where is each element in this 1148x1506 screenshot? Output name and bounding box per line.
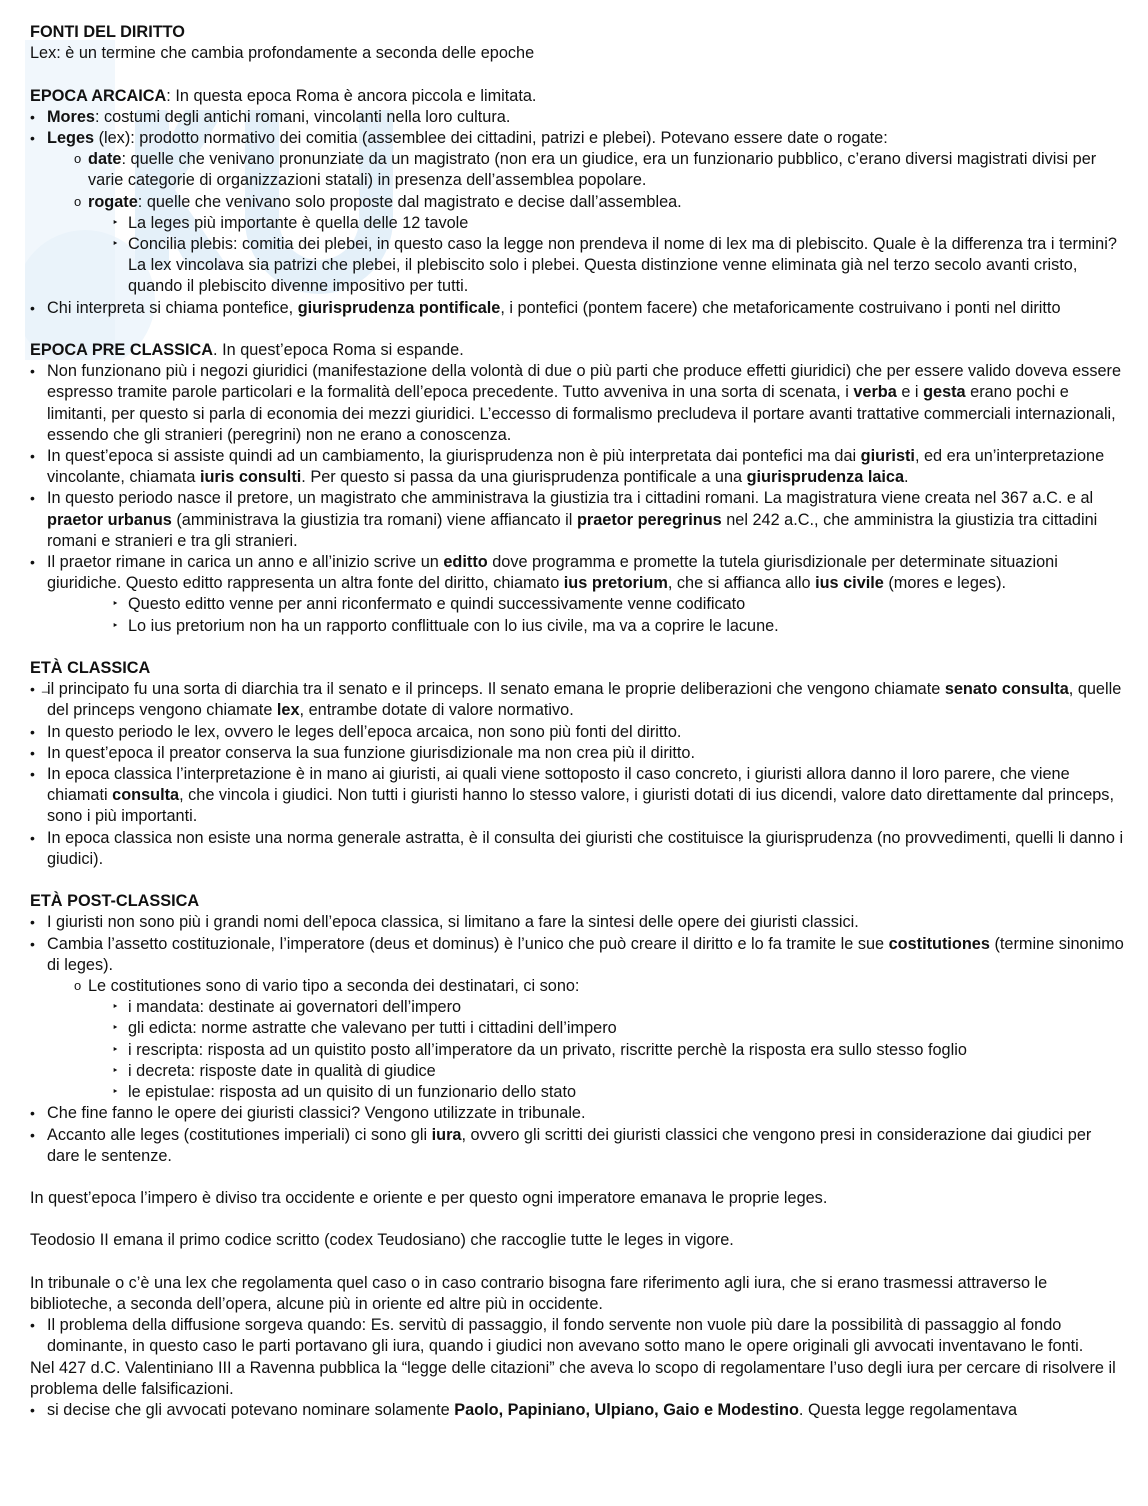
- list-item: o rogate: quelle che venivano solo proposte dal magistrato e decise dall’assemblea.: [30, 192, 1125, 213]
- paragraph: In tribunale o c’è una lex che regolamenta quel caso o in caso contrario bisogna fare riferimento agli iura, che si erano trasmessi attraverso le biblioteche, a seconda dell’opera, alcune più in oriente ed altre più in occidente.: [30, 1273, 1048, 1314]
- list-item: ‣ le epistulae: risposta ad un quisito di un funzionario dello stato: [30, 1082, 1125, 1103]
- document: [30, 22, 1125, 1421]
- preclassica-intro: EPOCA PRE CLASSICA. In quest’epoca Roma si espande.: [30, 341, 464, 360]
- postclassica-title: ETÀ POST-CLASSICA: [30, 892, 200, 911]
- postclassica-list: [30, 912, 1125, 976]
- classica-list: [30, 679, 1125, 870]
- list-item: ‣ gli edicta: norme astratte che valevano per tutti i cittadini dell’impero: [30, 1018, 1125, 1039]
- paragraph: In quest’epoca l’impero è diviso tra occidente e oriente e per questo ogni imperatore emanava le proprie leges.: [30, 1189, 828, 1208]
- list-item: o Le costitutiones sono di vario tipo a seconda dei destinatari, ci sono:: [30, 976, 1125, 997]
- doc-subtitle: Lex: è un termine che cambia profondamente a seconda delle epoche: [30, 44, 535, 63]
- list-item: • In epoca classica l’interpretazione è in mano ai giuristi, ai quali viene sottoposto il caso concreto, i giuristi allora danno il loro parere, che viene chiamati consulta, che vincola i giudici. Non tutti i giuristi hanno lo stesso valore, i giuristi dotati di ius dicendi, valore dato direttamente dal princeps, sono i più importanti.: [30, 764, 1125, 828]
- list-item: ‣ Questo editto venne per anni riconfermato e quindi successivamente venne codificato: [30, 594, 1125, 615]
- paragraph: Teodosio II emana il primo codice scritto (codex Teudosiano) che raccoglie tutte le leges in vigore.: [30, 1231, 734, 1250]
- doc-title: FONTI DEL DIRITTO: [30, 23, 185, 41]
- arcaica-title: EPOCA ARCAICA: [30, 86, 167, 105]
- classica-title: ETÀ CLASSICA: [30, 659, 151, 678]
- list-item: ‣ i decreta: risposte date in qualità di giudice: [30, 1061, 1125, 1082]
- list-item: • si decise che gli avvocati potevano nominare solamente Paolo, Papiniano, Ulpiano, Gaio e Modestino. Questa legge regolamentava: [30, 1400, 1125, 1421]
- list-item: • In quest’epoca il preator conserva la sua funzione giurisdizionale ma non crea più il diritto.: [30, 743, 1125, 764]
- preclassica-list: [30, 361, 1125, 594]
- list-item: o date: quelle che venivano pronunziate da un magistrato (non era un giudice, era un funzionario pubblico, c’erano diversi magistrati divisi per varie categorie di organizzazioni statali) in presenza dell’assemblea popolare.: [30, 149, 1125, 191]
- stray-dash: _: [42, 679, 49, 693]
- list-item: • I giuristi non sono più i grandi nomi dell’epoca classica, si limitano a fare la sintesi delle opere dei giuristi classici.: [30, 912, 1125, 933]
- list-item: • Mores: costumi degli antichi romani, vincolanti nella loro cultura.: [30, 107, 1125, 128]
- preclassica-title: EPOCA PRE CLASSICA: [30, 341, 214, 360]
- list-item: ‣ i mandata: destinate ai governatori dell’impero: [30, 997, 1125, 1018]
- list-item: ‣ Concilia plebis: comitia dei plebei, in questo caso la legge non prendeva il nome di lex ma di plebiscito. Quale è la differenza tra i termini? La lex vincolava sia patrizi che plebei, il plebiscito solo i plebei. Questa distinzione venne eliminata già nel terzo secolo avanti cristo, quando il plebiscito divenne impositivo per tutti.: [30, 234, 1125, 298]
- arcaica-subsublist: [30, 213, 1125, 298]
- list-item: • Che fine fanno le opere dei giuristi classici? Vengono utilizzate in tribunale.: [30, 1103, 1125, 1124]
- list-item: • Il problema della diffusione sorgeva quando: Es. servitù di passaggio, il fondo servente non vuole più dare la possibilità di passaggio al fondo dominante, in questo caso le parti portavano gli iura, quando i giudici non avevano sotto mano le opere originali gli avvocati inventavano le fonti.: [30, 1315, 1125, 1357]
- list-item: • In quest’epoca si assiste quindi ad un cambiamento, la giurisprudenza non è più interpretata dai pontefici ma dai giuristi, ed era un’interpretazione vincolante, chiamata iuris consulti. Per questo si passa da una giurisprudenza pontificale a una giurisprudenza laica.: [30, 446, 1125, 488]
- list-item: ‣ La leges più importante è quella delle 12 tavole: [30, 213, 1125, 234]
- list-item: • Cambia l’assetto costituzionale, l’imperatore (deus et dominus) è l’unico che può creare il diritto e lo fa tramite le sue costitutiones (termine sinonimo di leges).: [30, 934, 1125, 976]
- list-item: • In epoca classica non esiste una norma generale astratta, è il consulta dei giuristi che costituisce la giurisprudenza (no provvedimenti, quelli li danno i giudici).: [30, 828, 1125, 870]
- list-item: • Chi interpreta si chiama pontefice, giurisprudenza pontificale, i pontefici (pontem facere) che metaforicamente costruivano i ponti nel diritto: [30, 298, 1125, 319]
- list-item: • In questo periodo le lex, ovvero le leges dell’epoca arcaica, non sono più fonti del diritto.: [30, 722, 1125, 743]
- arcaica-list: [30, 107, 1125, 149]
- preclassica-sublist: [30, 594, 1125, 636]
- arcaica-sublist: [30, 149, 1125, 213]
- list-item: • Accanto alle leges (costitutiones imperiali) ci sono gli iura, ovvero gli scritti dei giuristi classici che vengono presi in considerazione dai giudici per dare le sentenze.: [30, 1125, 1125, 1167]
- costitutiones-types: [30, 997, 1125, 1103]
- list-item: • In questo periodo nasce il pretore, un magistrato che amministrava la giustizia tra i cittadini romani. La magistratura viene creata nel 367 a.C. e al praetor urbanus (amministrava la giustizia tra romani) viene affiancato il praetor peregrinus nel 242 a.C., che amministra la giustizia tra cittadini romani e stranieri e tra gli stranieri.: [30, 488, 1125, 552]
- list-item: • il principato fu una sorta di diarchia tra il senato e il princeps. Il senato emana le proprie deliberazioni che vengono chiamate senato consulta, quelle del princeps vengono chiamate lex, entrambe dotate di valore normativo.: [30, 679, 1125, 721]
- list-item: • Leges (lex): prodotto normativo dei comitia (assemblee dei cittadini, patrizi e plebei). Potevano essere date o rogate:: [30, 128, 1125, 149]
- list-item: ‣ i rescripta: risposta ad un quistito posto all’imperatore da un privato, riscritte perchè la risposta era sullo stesso foglio: [30, 1040, 1125, 1061]
- list-item: • Il praetor rimane in carica un anno e all’inizio scrive un editto dove programma e promette la tutela giurisdizionale per determinate situazioni giuridiche. Questo editto rappresenta un altra fonte del diritto, chiamato ius pretorium, che si affianca allo ius civile (mores e leges).: [30, 552, 1125, 594]
- arcaica-intro: EPOCA ARCAICA: In questa epoca Roma è ancora piccola e limitata.: [30, 86, 537, 105]
- list-item: ‣ Lo ius pretorium non ha un rapporto conflittuale con lo ius civile, ma va a coprire le lacune.: [30, 616, 1125, 637]
- list-item: • Non funzionano più i negozi giuridici (manifestazione della volontà di due o più parti che produce effetti giuridici) che per essere valido doveva essere espresso tramite parole particolari e la formalità dell’epoca precedente. Tutto avveniva in una sorta di scenata, i verba e i gesta erano pochi e limitanti, per questo si parla di economia dei mezzi giuridici. L’eccesso di formalismo precludeva il portare avanti trattative commerciali internazionali, essendo che gli stranieri (peregrini) non ne erano a conoscenza.: [30, 361, 1125, 446]
- paragraph: Nel 427 d.C. Valentiniano III a Ravenna pubblica la “legge delle citazioni” che aveva lo scopo di regolamentare l’uso degli iura per cercare di risolvere il problema delle falsificazioni.: [30, 1358, 1116, 1398]
